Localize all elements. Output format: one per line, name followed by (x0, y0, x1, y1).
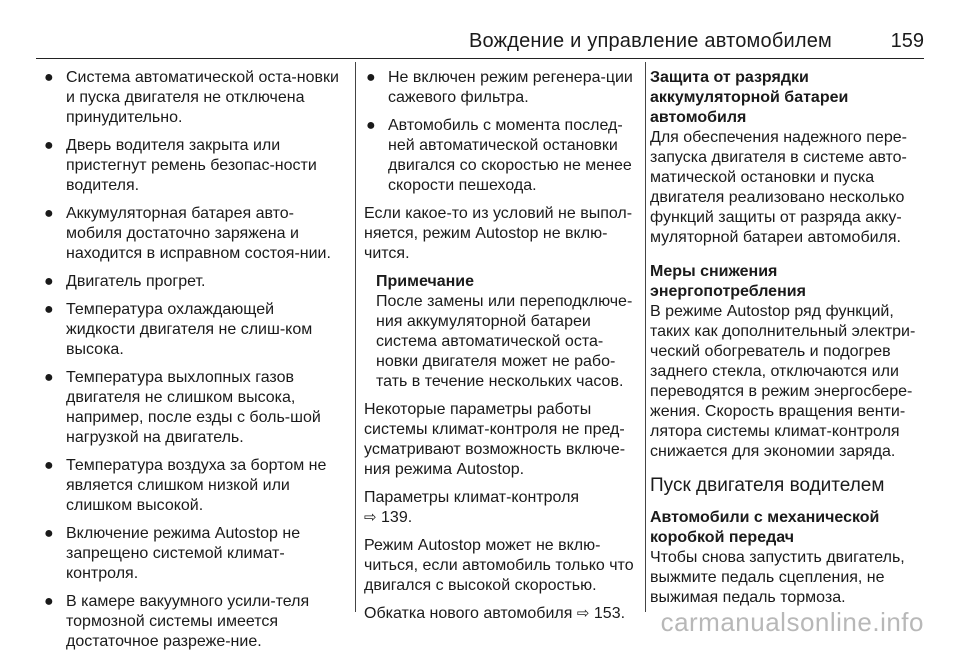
watermark: carmanualsonline.info (660, 607, 924, 637)
arrow-right-icon: ⇨ (364, 509, 377, 526)
paragraph: Режим Autostop может не вклю-читься, если автомобиль только что двигался с высокой скоростью. (364, 537, 634, 594)
subheading-energy-saving: Меры снижения энергопотребления (650, 263, 806, 300)
note-text: После замены или переподключе-ния аккумуляторной батареи система автоматической оста-новки двигателя может не рабо-тать в течение нескольких часов. (376, 293, 633, 390)
bullet-icon: ● (44, 137, 54, 154)
bullet-icon: ● (44, 369, 54, 386)
paragraph: Параметры климат-контроля ⇨ 139. (364, 489, 580, 526)
page-number: 159 (890, 30, 924, 52)
subheading-battery-protection: Защита от разрядки аккумуляторной батареи автомобиля (650, 69, 849, 126)
bullet-icon: ● (44, 593, 54, 610)
page-header (0, 0, 960, 62)
list-item: ● Система автоматической оста-новки и пуска двигателя не отключена принудительно. (44, 69, 339, 126)
subheading-manual-transmission: Автомобили с механической коробкой передач (650, 509, 880, 546)
bullet-icon: ● (366, 117, 376, 134)
list-item: ● Аккумуляторная батарея авто-мобиля достаточно заряжена и находится в исправном состоя-нии. (44, 205, 331, 262)
list-item: ● В камере вакуумного усили-теля тормозной системы имеется достаточное разреже-ние. (44, 593, 310, 650)
bullet-icon: ● (44, 301, 54, 318)
paragraph: В режиме Autostop ряд функций, таких как дополнительный электри-ческий обогреватель и подогрев заднего стекла, отключаются или переводятся в режим энергосбере-жения. Скорость вращения венти-лятора системы климат-контроля снижается для экономии заряда. (650, 303, 916, 460)
list-item: ● Двигатель прогрет. (44, 273, 206, 290)
paragraph: Если какое-то из условий не выпол-няется, режим Autostop не вклю-чится. (364, 205, 633, 262)
arrow-right-icon: ⇨ (576, 605, 590, 622)
bullet-icon: ● (366, 69, 376, 86)
column-2 (364, 62, 638, 632)
list-item: ● Температура воздуха за бортом не является слишком низкой или слишком высокой. (44, 457, 327, 514)
bullet-icon: ● (44, 273, 54, 290)
conditions-list (42, 68, 347, 652)
bullet-icon: ● (44, 457, 54, 474)
list-item: ● Дверь водителя закрыта или пристегнут ремень безопас-ности водителя. (44, 137, 317, 194)
list-item: ● Включение режима Autostop не запрещено системой климат-контроля. (44, 525, 301, 582)
bullet-icon: ● (44, 205, 54, 222)
list-item: ● Температура охлаждающей жидкости двигателя не слиш-ком высока. (44, 301, 313, 358)
page-title: Вождение и управление автомобилем (469, 30, 832, 52)
list-item: ● Не включен режим регенера-ции сажевого фильтра. (366, 69, 633, 106)
column-3 (650, 62, 930, 616)
header-rule (36, 58, 924, 59)
conditions-list-continued (364, 68, 638, 196)
column-divider-2 (645, 62, 646, 612)
paragraph: Для обеспечения надежного пере-запуска двигателя в системе авто-матической остановки и пуска двигателя реализовано несколько функций защиты от разряда акку-муляторной батареи автомобиля. (650, 129, 907, 246)
list-item: ● Температура выхлопных газов двигателя не слишком высока, например, после езды с боль-шой нагрузкой на двигатель. (44, 369, 321, 446)
page-reference-link[interactable]: 139. (381, 509, 413, 526)
bullet-icon: ● (44, 525, 54, 542)
column-1 (42, 62, 347, 660)
list-item: ● Автомобиль с момента послед-ней автоматической остановки двигался со скоростью не менее скорости пешехода. (366, 117, 632, 194)
paragraph: Некоторые параметры работы системы климат-контроля не пред-усматривают возможность включе-ния режима Autostop. (364, 401, 626, 478)
bullet-icon: ● (44, 69, 54, 86)
paragraph: Обкатка нового автомобиля ⇨ 153. (364, 605, 626, 622)
section-title: Пуск двигателя водителем (650, 475, 885, 496)
note-title: Примечание (376, 273, 475, 290)
paragraph: Чтобы снова запустить двигатель, выжмите педаль сцепления, не выжимая педаль тормоза. (650, 549, 905, 606)
note-block (364, 272, 638, 392)
page-reference-link[interactable]: 153. (593, 605, 626, 622)
column-divider-1 (355, 62, 356, 612)
